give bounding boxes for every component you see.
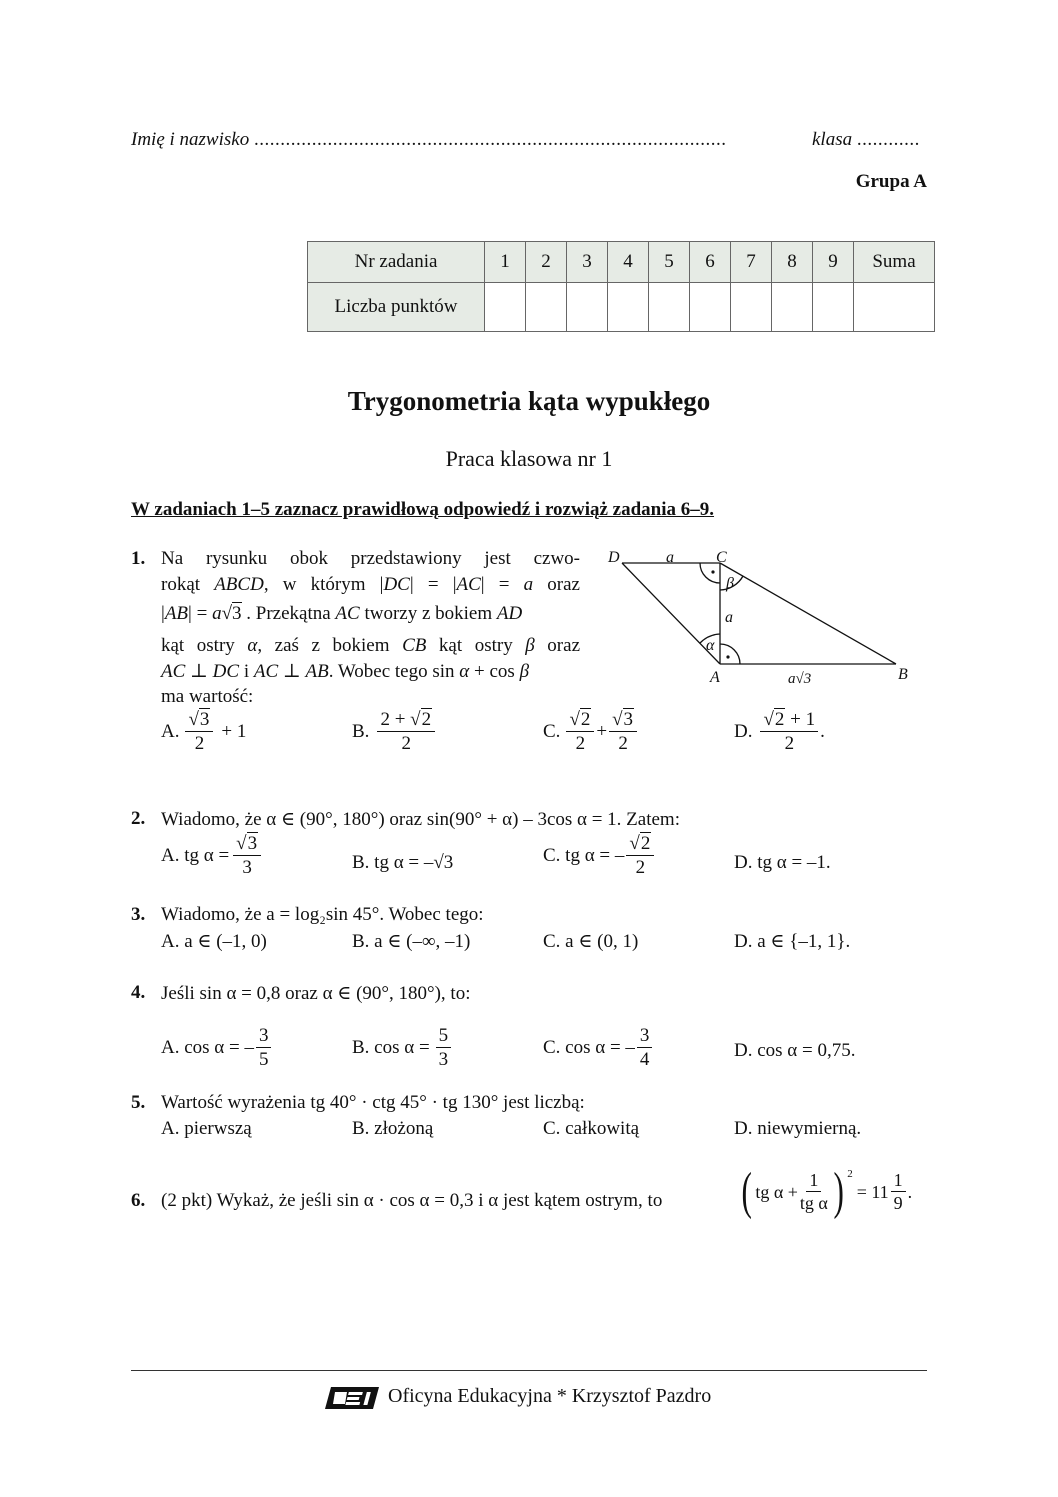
q1-d-label: D. [734, 720, 753, 742]
q1-line1: Na rysunku obok przedstawiony jest czwo- [161, 548, 580, 569]
q2-answer-a[interactable] [161, 834, 263, 878]
points-cell[interactable] [608, 283, 649, 332]
vertex-c-label: C [716, 549, 727, 566]
q3-answer-b[interactable]: B. a ∈ (–∞, –1) [352, 931, 471, 952]
instructions: W zadaniach 1–5 zaznacz prawidłową odpowiedź i rozwiąż zadania 6–9. [131, 499, 715, 520]
task-number-cell: 4 [608, 242, 649, 283]
q4-text: Jeśli sin α = 0,8 oraz α ∈ (90°, 180°), to: [161, 983, 471, 1004]
points-cell[interactable] [731, 283, 772, 332]
q6-number: 6. [131, 1190, 146, 1211]
points-cell[interactable] [690, 283, 731, 332]
points-cell[interactable] [526, 283, 567, 332]
name-label: Imię i nazwisko [131, 129, 250, 150]
task-number-cell: 6 [690, 242, 731, 283]
q1-number: 1. [131, 548, 146, 569]
task-number-cell: 8 [772, 242, 813, 283]
right-angle-dot-c [711, 570, 714, 573]
fraction: $\frac{√3}{3}$ [233, 834, 261, 878]
name-field [131, 129, 726, 151]
q3-answer-a[interactable]: A. a ∈ (–1, 0) [161, 931, 267, 952]
fraction: $\frac{5}{3}$ [436, 1026, 452, 1070]
q2-text: Wiadomo, że α ∈ (90°, 180°) oraz sin(90° + α) – 3cos α = 1. Zatem: [161, 809, 680, 830]
q1-line4: kąt ostry α, zaś z bokiem CB kąt ostry β oraz [161, 635, 580, 656]
vertex-b-label: B [898, 666, 908, 683]
frac-den: tg α [799, 1193, 828, 1213]
side-cb [720, 563, 896, 664]
q1-c-label: C. [543, 720, 561, 742]
q1-line5: AC ⊥ DC i AC ⊥ AB. Wobec tego sin α + cos β [161, 661, 530, 682]
task-number-cell: 2 [526, 242, 567, 283]
quadrilateral-figure [600, 540, 920, 690]
left-paren: ( [741, 1163, 752, 1220]
score-row-label: Nr zadania [308, 242, 485, 283]
name-dots: .......................................................................................... [253, 129, 727, 150]
beta-label: β [726, 575, 734, 592]
side-ab-label: a√3 [788, 671, 812, 687]
points-cell[interactable] [772, 283, 813, 332]
q4-answer-a[interactable] [161, 1026, 273, 1070]
side-dc-label: a [666, 549, 674, 566]
q2-answer-d[interactable]: D. tg α = –1. [734, 852, 831, 873]
q6-expr-tg: tg α + [755, 1181, 798, 1202]
points-cell[interactable] [567, 283, 608, 332]
vertex-d-label: D [608, 549, 620, 566]
q1-answer-a[interactable] [161, 710, 246, 754]
fraction: $\frac{√2}{2}$ [626, 834, 654, 878]
fraction: $\frac{√3}{2}$ [185, 710, 213, 754]
fraction: $\frac{√3}{2}$ [609, 710, 637, 754]
points-cell[interactable] [813, 283, 854, 332]
side-ac-label: a [725, 609, 733, 626]
points-cell[interactable] [649, 283, 690, 332]
q3-answer-d[interactable]: D. a ∈ {–1, 1}. [734, 931, 851, 952]
task-number-cell: 5 [649, 242, 690, 283]
q4-a-label: A. cos α = – [161, 1036, 254, 1058]
q3-text: Wiadomo, że a = log₂sin 45°. Wobec tego: [161, 904, 484, 925]
q1-line2: rokąt ABCD, w którym |DC| = |AC| = a oraz [161, 574, 580, 595]
fraction: $\frac{√2 + 1}{2}$ [760, 710, 818, 754]
fraction [891, 1171, 906, 1213]
q3-answer-c[interactable]: C. a ∈ (0, 1) [543, 931, 639, 952]
q1-a-label: A. [161, 720, 180, 742]
score-table [307, 241, 935, 332]
frac-den: 9 [893, 1193, 903, 1213]
q4-answer-c[interactable] [543, 1026, 654, 1070]
page-title: Trygonometria kąta wypukłego [347, 386, 711, 416]
points-cell[interactable] [485, 283, 526, 332]
right-paren: ) [833, 1163, 844, 1220]
q6-text: (2 pkt) Wykaż, że jeśli sin α · cos α = 0,3 i α jest kątem ostrym, to [161, 1190, 663, 1211]
class-dots: ............ [856, 129, 920, 150]
publisher-name: Oficyna Edukacyjna * Krzysztof Pazdro [388, 1385, 712, 1407]
result-int: = 11 [856, 1181, 889, 1202]
publisher-logo [323, 1384, 381, 1412]
q3-number: 3. [131, 904, 146, 925]
q4-number: 4. [131, 982, 146, 1003]
task-number-cell: 9 [813, 242, 854, 283]
class-field [812, 129, 920, 151]
points-row-label: Liczba punktów [308, 283, 485, 332]
q5-answer-b[interactable]: B. złożoną [352, 1118, 434, 1139]
sum-header-cell: Suma [854, 242, 935, 283]
q1-line3: |AB| = a√3 . Przekątna AC tworzy z bokiem AD [161, 603, 523, 624]
q2-c-label: C. tg α = – [543, 844, 625, 866]
task-number-cell: 3 [567, 242, 608, 283]
right-angle-a-arc [720, 644, 740, 664]
vertex-a-label: A [710, 669, 720, 686]
footer-rule [131, 1370, 927, 1371]
exponent: 2 [847, 1168, 853, 1180]
right-angle-dot-a [726, 655, 729, 658]
q1-answer-d[interactable]: D. $\frac{√2 + 1}{2}$ . [734, 709, 825, 754]
task-number-cell: 1 [485, 242, 526, 283]
q2-answer-c[interactable] [543, 834, 656, 878]
q4-b-label: B. cos α = [352, 1036, 430, 1058]
q1-a-suffix: + 1 [221, 720, 247, 742]
right-angle-c-arc [700, 563, 720, 583]
q5-answer-a[interactable]: A. pierwszą [161, 1118, 252, 1139]
q5-answer-c[interactable]: C. całkowitą [543, 1118, 640, 1139]
q1-line6: ma wartość: [161, 686, 254, 707]
page-subtitle: Praca klasowa nr 1 [445, 446, 613, 471]
q4-answer-d[interactable]: D. cos α = 0,75. [734, 1040, 856, 1061]
q2-answer-b[interactable]: B. tg α = –√3 [352, 852, 454, 873]
fraction [800, 1171, 828, 1213]
sum-cell[interactable] [854, 283, 935, 332]
q1-answer-c[interactable]: C. $\frac{√2}{2}$ + $\frac{√3}{2}$ [543, 710, 639, 754]
q4-answer-b[interactable] [352, 1026, 453, 1070]
task-number-cell: 7 [731, 242, 772, 283]
fraction: $\frac{3}{5}$ [256, 1026, 272, 1070]
q5-answer-d[interactable]: D. niewymierną. [734, 1118, 862, 1139]
q2-a-label: A. tg α = [161, 844, 230, 866]
q5-number: 5. [131, 1092, 146, 1113]
frac-num: 1 [806, 1171, 821, 1192]
fraction: $\frac{2 + √2}{2}$ [377, 710, 435, 754]
q1-answer-b[interactable] [352, 710, 437, 754]
alpha-label: α [706, 637, 715, 654]
q1-b-label: B. [352, 720, 370, 742]
fraction: $\frac{3}{4}$ [637, 1026, 653, 1070]
class-label: klasa [812, 129, 853, 150]
q5-text: Wartość wyrażenia tg 40° · ctg 45° · tg 130° jest liczbą: [161, 1092, 585, 1113]
q6-expression: ( tg α + $\frac{1}{\text{tg α}}$ ) 2 = 11 $\frac{1}{9}$ . [741, 1163, 913, 1220]
frac-num: 1 [891, 1171, 906, 1192]
q2-number: 2. [131, 808, 146, 829]
q4-c-label: C. cos α = – [543, 1036, 635, 1058]
fraction: $\frac{√2}{2}$ [566, 710, 594, 754]
group-label: Grupa A [855, 171, 927, 192]
